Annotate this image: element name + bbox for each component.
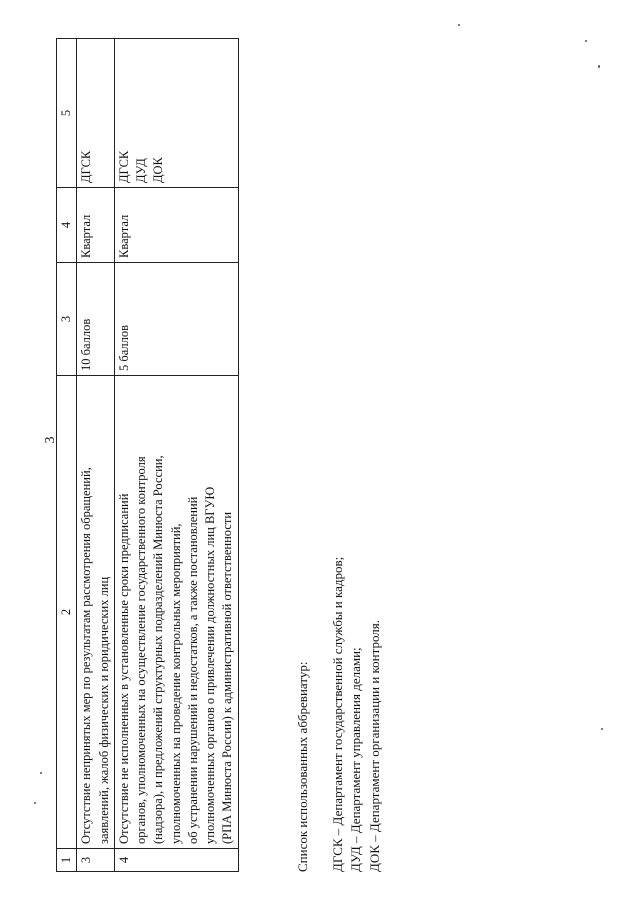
period: Квартал — [114, 188, 238, 263]
abbreviations-block — [294, 557, 384, 872]
criterion-line: (РПА Минюста России) к административной ответственности — [220, 511, 235, 844]
criteria-table — [56, 38, 239, 872]
responsible-code: ДУД — [134, 158, 148, 183]
header-col-5: 5 — [57, 39, 77, 188]
responsible-code: ДОК — [151, 157, 166, 183]
table-row — [114, 39, 238, 872]
criterion-line: (надзора), и предложений структурных подразделений Минюста России, — [151, 455, 166, 844]
criterion-line: Отсутствие непринятых мер по результатам рассмотрения обращений, — [79, 467, 94, 844]
responsible-codes — [114, 39, 238, 188]
criterion-text — [114, 376, 238, 849]
score: 10 баллов — [77, 263, 115, 376]
abbreviation-item: ДГСК – Департамент государственной службы и кадров; — [330, 556, 346, 872]
criterion-line: уполномоченных на проведение контрольных мероприятий, — [168, 523, 183, 844]
scan-speck — [598, 65, 600, 68]
header-col-1: 1 — [57, 849, 77, 872]
responsible-code: ДГСК — [79, 150, 94, 183]
score: 5 баллов — [114, 263, 238, 376]
criterion-text — [77, 376, 115, 849]
abbreviation-item: ДОК – Департамент организации и контроля. — [366, 619, 382, 872]
period: Квартал — [77, 188, 115, 263]
rotated-sheet — [56, 12, 416, 872]
abbreviations-title: Список использованных аббревиатур: — [295, 661, 310, 872]
abbreviation-item: ДУД – Департамент управления делами; — [348, 647, 364, 872]
criterion-line: органов, уполномоченных на осуществление государственного контроля — [134, 456, 148, 844]
scan-speck — [585, 40, 587, 42]
header-col-3: 3 — [57, 263, 77, 376]
responsible-codes — [77, 39, 115, 188]
criterion-line: об устранении нарушений и недостатков, а также постановлений — [185, 496, 200, 844]
page-number: 3 — [43, 436, 58, 444]
table-header-row — [57, 39, 77, 872]
header-col-2: 2 — [57, 376, 77, 849]
header-col-4: 4 — [57, 188, 77, 263]
criterion-line: Отсутствие не исполненных в установленные сроки предписаний — [116, 493, 131, 844]
scan-speck — [601, 728, 603, 730]
criterion-line: заявлений, жалоб физических и юридических лиц — [96, 576, 111, 844]
responsible-code: ДГСК — [116, 150, 131, 183]
table-row — [77, 39, 115, 872]
scan-speck — [34, 802, 36, 804]
scan-speck — [458, 24, 460, 26]
row-number: 4 — [114, 849, 238, 872]
scan-speck — [40, 772, 42, 774]
criterion-line: уполномоченных органов о привлечении должностных лиц ВГУЮ — [203, 486, 217, 844]
row-number: 3 — [77, 849, 115, 872]
